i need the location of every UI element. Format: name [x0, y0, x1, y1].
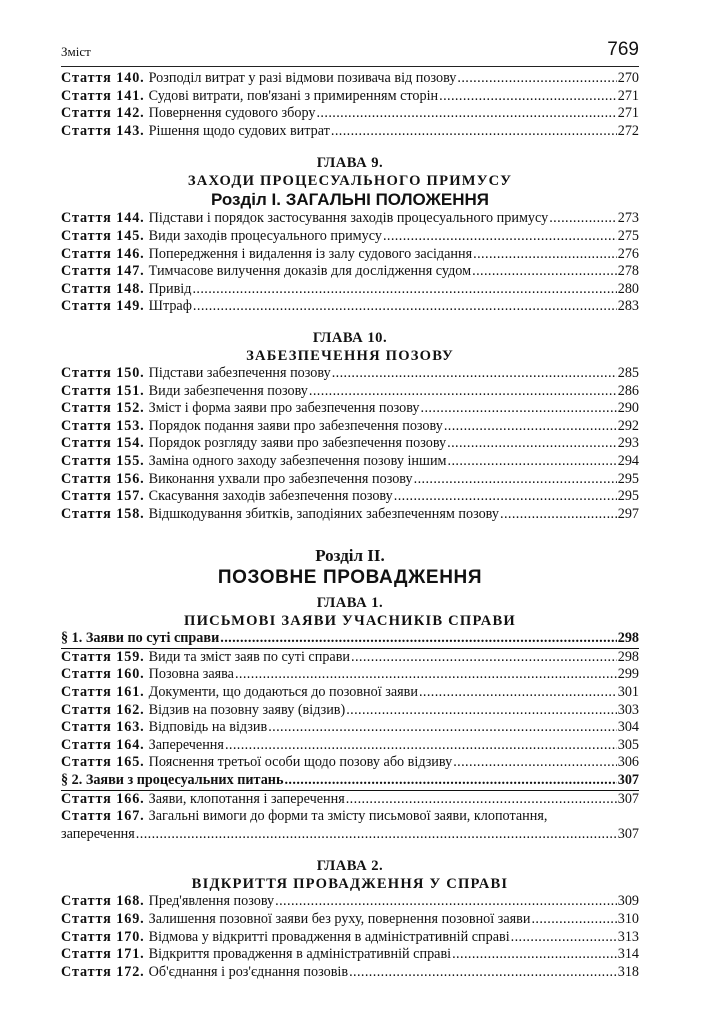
- article-number: Стаття 168.: [61, 893, 145, 910]
- toc-page: [61, 38, 639, 981]
- article-title: Попередження і видалення із залу судового засідання: [148, 245, 473, 262]
- leader-dots: [453, 754, 617, 772]
- toc-page-ref: 307: [617, 772, 639, 789]
- article-number: Стаття 154.: [61, 435, 145, 452]
- toc-page-ref: 313: [617, 928, 639, 945]
- article-title: Повернення судового збору: [148, 105, 316, 122]
- leader-dots: [549, 210, 616, 228]
- leader-dots: [419, 684, 617, 702]
- toc-page-ref: 276: [617, 245, 639, 262]
- toc-row: [61, 929, 639, 947]
- toc-page-ref: 272: [617, 122, 639, 139]
- article-number: Стаття 165.: [61, 754, 145, 771]
- article-number: Стаття 156.: [61, 470, 145, 487]
- leader-dots: [421, 400, 617, 418]
- toc-page-ref: 280: [617, 280, 639, 297]
- article-number: Стаття 153.: [61, 417, 145, 434]
- article-number: Стаття 159.: [61, 648, 145, 665]
- division-2-label: Розділ II.: [315, 546, 385, 566]
- toc-page-ref: 270: [617, 70, 639, 86]
- article-number: Стаття 172.: [61, 963, 145, 980]
- toc-page-ref: 271: [617, 87, 639, 104]
- toc-row: [61, 702, 639, 720]
- leader-dots: [316, 105, 616, 123]
- leader-dots: [439, 88, 617, 106]
- toc-row: [61, 210, 639, 228]
- toc-page-ref: 299: [617, 666, 639, 683]
- toc-row: [61, 911, 639, 929]
- article-title: Позовна заява: [148, 666, 234, 683]
- toc-page-ref: 306: [617, 754, 639, 771]
- article-title: Скасування заходів забезпечення позову: [148, 488, 393, 505]
- toc-block-3: [61, 365, 639, 523]
- leader-dots: [531, 911, 616, 929]
- leader-dots: [500, 506, 617, 524]
- toc-row: [61, 263, 639, 281]
- article-number: Стаття 171.: [61, 946, 145, 963]
- toc-page-ref: 293: [617, 435, 639, 452]
- leader-dots: [268, 719, 617, 737]
- article-title: Види забезпечення позову: [148, 382, 308, 399]
- toc-row: [61, 400, 639, 418]
- toc-page-ref: 298: [617, 648, 639, 665]
- toc-row: [61, 246, 639, 264]
- toc-section-title: § 2. Заяви з процесуальних питань: [61, 772, 284, 789]
- chapter-9-label: ГЛАВА 9.: [316, 155, 384, 172]
- article-title: Відповідь на відзив: [148, 719, 268, 736]
- article-number: Стаття 144.: [61, 210, 145, 227]
- running-title: Зміст: [61, 44, 91, 59]
- leader-dots: [346, 791, 617, 809]
- article-number: Стаття 150.: [61, 364, 145, 381]
- article-title: Відмова у відкритті провадження в адміністративній справі: [148, 928, 510, 945]
- article-number: Стаття 149.: [61, 298, 145, 315]
- toc-page-ref: 295: [617, 488, 639, 505]
- toc-row: [61, 383, 639, 401]
- leader-dots: [448, 453, 617, 471]
- wrapped-first-line: [61, 808, 639, 826]
- chapter-1-label: ГЛАВА 1.: [316, 595, 384, 612]
- article-title: Пояснення третьої особи щодо позову або відзиву: [148, 754, 453, 771]
- division-2-title: ПОЗОВНЕ ПРОВАДЖЕННЯ: [217, 567, 483, 589]
- leader-dots: [346, 702, 617, 720]
- toc-row: [61, 471, 639, 489]
- article-number: Стаття 170.: [61, 928, 145, 945]
- toc-row: [61, 893, 639, 911]
- article-number: Стаття 148.: [61, 280, 145, 297]
- toc-row: [61, 298, 639, 316]
- leader-dots: [414, 471, 617, 489]
- toc-row: [61, 123, 639, 141]
- toc-page-ref: 292: [617, 417, 639, 434]
- chapter-2-label: ГЛАВА 2.: [316, 858, 384, 875]
- article-title: Виконання ухвали про забезпечення позову: [148, 470, 413, 487]
- article-number: Стаття 160.: [61, 666, 145, 683]
- article-number: Стаття 155.: [61, 452, 145, 469]
- toc-row: [61, 964, 639, 982]
- chapter-1-title: ПИСЬМОВІ ЗАЯВИ УЧАСНИКІВ СПРАВИ: [184, 613, 516, 630]
- article-title: Види заходів процесуального примусу: [148, 227, 382, 244]
- leader-dots: [473, 246, 617, 264]
- leader-dots: [457, 70, 616, 88]
- leader-dots: [331, 123, 617, 141]
- toc-section-title: § 1. Заяви по суті справи: [61, 630, 220, 647]
- toc-page-ref: 283: [617, 298, 639, 315]
- toc-page-ref: 318: [617, 963, 639, 980]
- article-title: Порядок розгляду заяви про забезпечення позову: [148, 435, 447, 452]
- toc-page-ref: 303: [617, 701, 639, 718]
- article-title: Документи, що додаються до позовної заяви: [148, 684, 418, 701]
- toc-row: [61, 365, 639, 383]
- toc-page-ref: 294: [617, 452, 639, 469]
- article-number: Стаття 158.: [61, 505, 145, 522]
- chapter-9-title: ЗАХОДИ ПРОЦЕСУАЛЬНОГО ПРИМУСУ: [187, 173, 513, 190]
- toc-row: [61, 70, 639, 88]
- toc-row: [61, 737, 639, 755]
- article-title: Відкриття провадження в адміністративній справі: [148, 946, 452, 963]
- leader-dots: [235, 666, 617, 684]
- toc-page-ref: 305: [617, 736, 639, 753]
- leader-dots: [351, 649, 617, 667]
- toc-page-ref: 286: [617, 382, 639, 399]
- article-number: Стаття 161.: [61, 684, 145, 701]
- chapter-10-label: ГЛАВА 10.: [312, 329, 388, 346]
- toc-page-ref: 285: [617, 364, 639, 381]
- chapter-10-title: ЗАБЕЗПЕЧЕННЯ ПОЗОВУ: [246, 347, 454, 364]
- toc-row: [61, 719, 639, 737]
- article-number: Стаття 152.: [61, 400, 145, 417]
- toc-row: [61, 228, 639, 246]
- article-title: Штраф: [148, 298, 192, 315]
- toc-row: [61, 649, 639, 667]
- leader-dots: [220, 630, 616, 648]
- leader-dots: [511, 929, 617, 947]
- article-number: Стаття 151.: [61, 382, 145, 399]
- toc-block-2: [61, 210, 639, 316]
- article-title: Порядок подання заяви про забезпечення позову: [148, 417, 443, 434]
- article-title: Судові витрати, пов'язані з примиренням сторін: [148, 87, 439, 104]
- toc-row: [61, 88, 639, 106]
- toc-page-ref: 307: [617, 790, 639, 807]
- toc-page-ref: 298: [617, 630, 639, 647]
- toc-row: [61, 946, 639, 964]
- toc-page-ref: 304: [617, 719, 639, 736]
- article-title: Залишення позовної заяви без руху, повернення позовної заяви: [148, 911, 531, 927]
- article-title: Зміст і форма заяви про забезпечення позову: [148, 400, 420, 417]
- leader-dots: [447, 435, 617, 453]
- toc-page-ref: 278: [617, 263, 639, 280]
- toc-section-1: [61, 630, 639, 649]
- toc-section-2: [61, 772, 639, 791]
- toc-page-ref: 309: [617, 893, 639, 910]
- article-title: Рішення щодо судових витрат: [148, 122, 330, 139]
- article-number: Стаття 146.: [61, 245, 145, 262]
- article-number: Стаття 167.: [61, 808, 145, 825]
- article-number: Стаття 169.: [61, 911, 145, 927]
- article-title: Заміна одного заходу забезпечення позову іншим: [148, 452, 447, 469]
- toc-block-4: [61, 649, 639, 772]
- leader-dots: [452, 946, 617, 964]
- leader-dots: [225, 737, 617, 755]
- leader-dots: [349, 964, 617, 982]
- toc-page-ref: 295: [617, 470, 639, 487]
- toc-row: [61, 791, 639, 809]
- leader-dots: [332, 365, 617, 383]
- toc-block-1: [61, 70, 639, 140]
- article-title: Відшкодування збитків, заподіяних забезпеченням позову: [148, 505, 499, 522]
- leader-dots: [284, 772, 616, 790]
- article-title: Підстави і порядок застосування заходів процесуального примусу: [148, 210, 549, 227]
- article-number: Стаття 140.: [61, 70, 145, 86]
- article-title: Заперечення: [148, 736, 224, 753]
- article-title: Пред'явлення позову: [148, 893, 275, 910]
- toc-page-ref: 275: [617, 227, 639, 244]
- leader-dots: [394, 488, 617, 506]
- leader-dots: [472, 263, 617, 281]
- toc-row: [61, 684, 639, 702]
- toc-page-ref: 290: [617, 400, 639, 417]
- toc-row: [61, 506, 639, 524]
- article-number: Стаття 141.: [61, 87, 145, 104]
- toc-page-ref: 307: [617, 825, 639, 842]
- toc-row: [61, 105, 639, 123]
- toc-block-5: [61, 893, 639, 981]
- toc-page-ref: 314: [617, 946, 639, 963]
- toc-page-ref: 310: [617, 911, 639, 927]
- toc-page-ref: 301: [617, 684, 639, 701]
- article-number: Стаття 145.: [61, 227, 145, 244]
- article-title: Підстави забезпечення позову: [148, 364, 331, 381]
- article-number: Стаття 162.: [61, 701, 145, 718]
- toc-row: [61, 281, 639, 299]
- article-number: Стаття 147.: [61, 263, 145, 280]
- toc-row: [61, 488, 639, 506]
- leader-dots: [193, 298, 617, 316]
- leader-dots: [136, 826, 617, 844]
- article-number: Стаття 166.: [61, 790, 145, 807]
- leader-dots: [444, 418, 617, 436]
- article-number: Стаття 143.: [61, 122, 145, 139]
- article-number: Стаття 142.: [61, 105, 145, 122]
- wrapped-second-line: [61, 826, 639, 844]
- section-1-title: Розділ I. ЗАГАЛЬНІ ПОЛОЖЕННЯ: [210, 190, 489, 210]
- toc-page-ref: 273: [617, 210, 639, 227]
- toc-row: [61, 418, 639, 436]
- article-title: Тимчасове вилучення доказів для дослідження судом: [148, 263, 472, 280]
- article-title: Об'єднання і роз'єднання позовів: [148, 963, 349, 980]
- article-title-continued: заперечення: [61, 825, 135, 842]
- leader-dots: [192, 281, 616, 299]
- toc-row: [61, 453, 639, 471]
- article-title: Види та зміст заяв по суті справи: [148, 648, 351, 665]
- article-title: Привід: [148, 280, 192, 297]
- article-title: Загальні вимоги до форми та змісту письмової заяви, клопотання,: [148, 808, 548, 825]
- article-number: Стаття 163.: [61, 719, 145, 736]
- chapter-2-title: ВІДКРИТТЯ ПРОВАДЖЕННЯ У СПРАВІ: [191, 876, 509, 893]
- toc-row-wrapped: [61, 808, 639, 843]
- page-number: 769: [607, 39, 639, 60]
- leader-dots: [309, 383, 617, 401]
- leader-dots: [275, 893, 617, 911]
- article-title: Розподіл витрат у разі відмови позивача від позову: [148, 70, 457, 86]
- leader-dots: [383, 228, 617, 246]
- article-number: Стаття 157.: [61, 488, 145, 505]
- article-number: Стаття 164.: [61, 736, 145, 753]
- article-title: Відзив на позовну заяву (відзив): [148, 701, 346, 718]
- toc-page-ref: 297: [617, 505, 639, 522]
- toc-row: [61, 754, 639, 772]
- article-title: Заяви, клопотання і заперечення: [148, 790, 345, 807]
- running-header: [61, 38, 639, 67]
- toc-row: [61, 666, 639, 684]
- toc-page-ref: 271: [617, 105, 639, 122]
- toc-row: [61, 435, 639, 453]
